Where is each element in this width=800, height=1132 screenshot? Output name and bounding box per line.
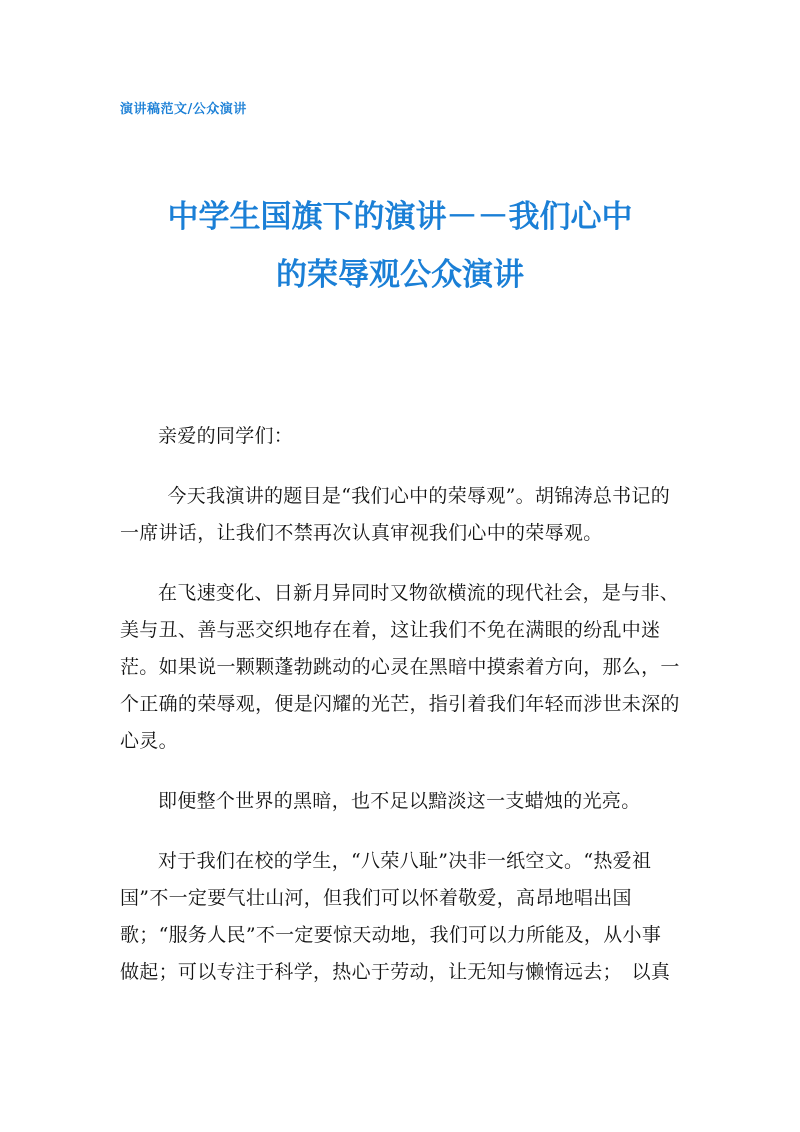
document-title xyxy=(100,188,700,304)
body-paragraph: 即便整个世界的黑暗，也不足以黯淡这一支蜡烛的光亮。 xyxy=(158,790,641,812)
title-line-1: 中学生国旗下的演讲－－我们心中 xyxy=(167,199,633,235)
title-line-2: 的荣辱观公众演讲 xyxy=(276,257,524,293)
document-body xyxy=(120,418,680,1014)
body-paragraph: 在飞速变化、日新月异同时又物欲横流的现代社会，是与非、美与丑、善与恶交织地存在着，这让我们不免在满眼的纷乱中迷茫。如果说一颗颗蓬勃跳动的心灵在黑暗中摸索着方向，那么，一个正确的荣辱观，便是闪耀的光芒，指引着我们年轻而涉世未深的心灵。 xyxy=(120,582,680,752)
breadcrumb[interactable]: 演讲稿范文/公众演讲 xyxy=(120,102,247,117)
intro-paragraph: 今天我演讲的题目是“我们心中的荣辱观”。胡锦涛总书记的一席讲话，让我们不禁再次认真审视我们心中的荣辱观。 xyxy=(120,485,671,544)
salutation-paragraph: 亲爱的同学们： xyxy=(158,425,294,447)
body-paragraph: 对于我们在校的学生，“八荣八耻”决非一纸空文。“热爱祖国”不一定要气壮山河，但我们可以怀着敬爱，高昂地唱出国歌；“服务人民”不一定要惊天动地，我们可以力所能及，从小事做起；可以专注于科学，热心于劳动，让无知与懒惰远去； 以真 xyxy=(120,850,671,983)
